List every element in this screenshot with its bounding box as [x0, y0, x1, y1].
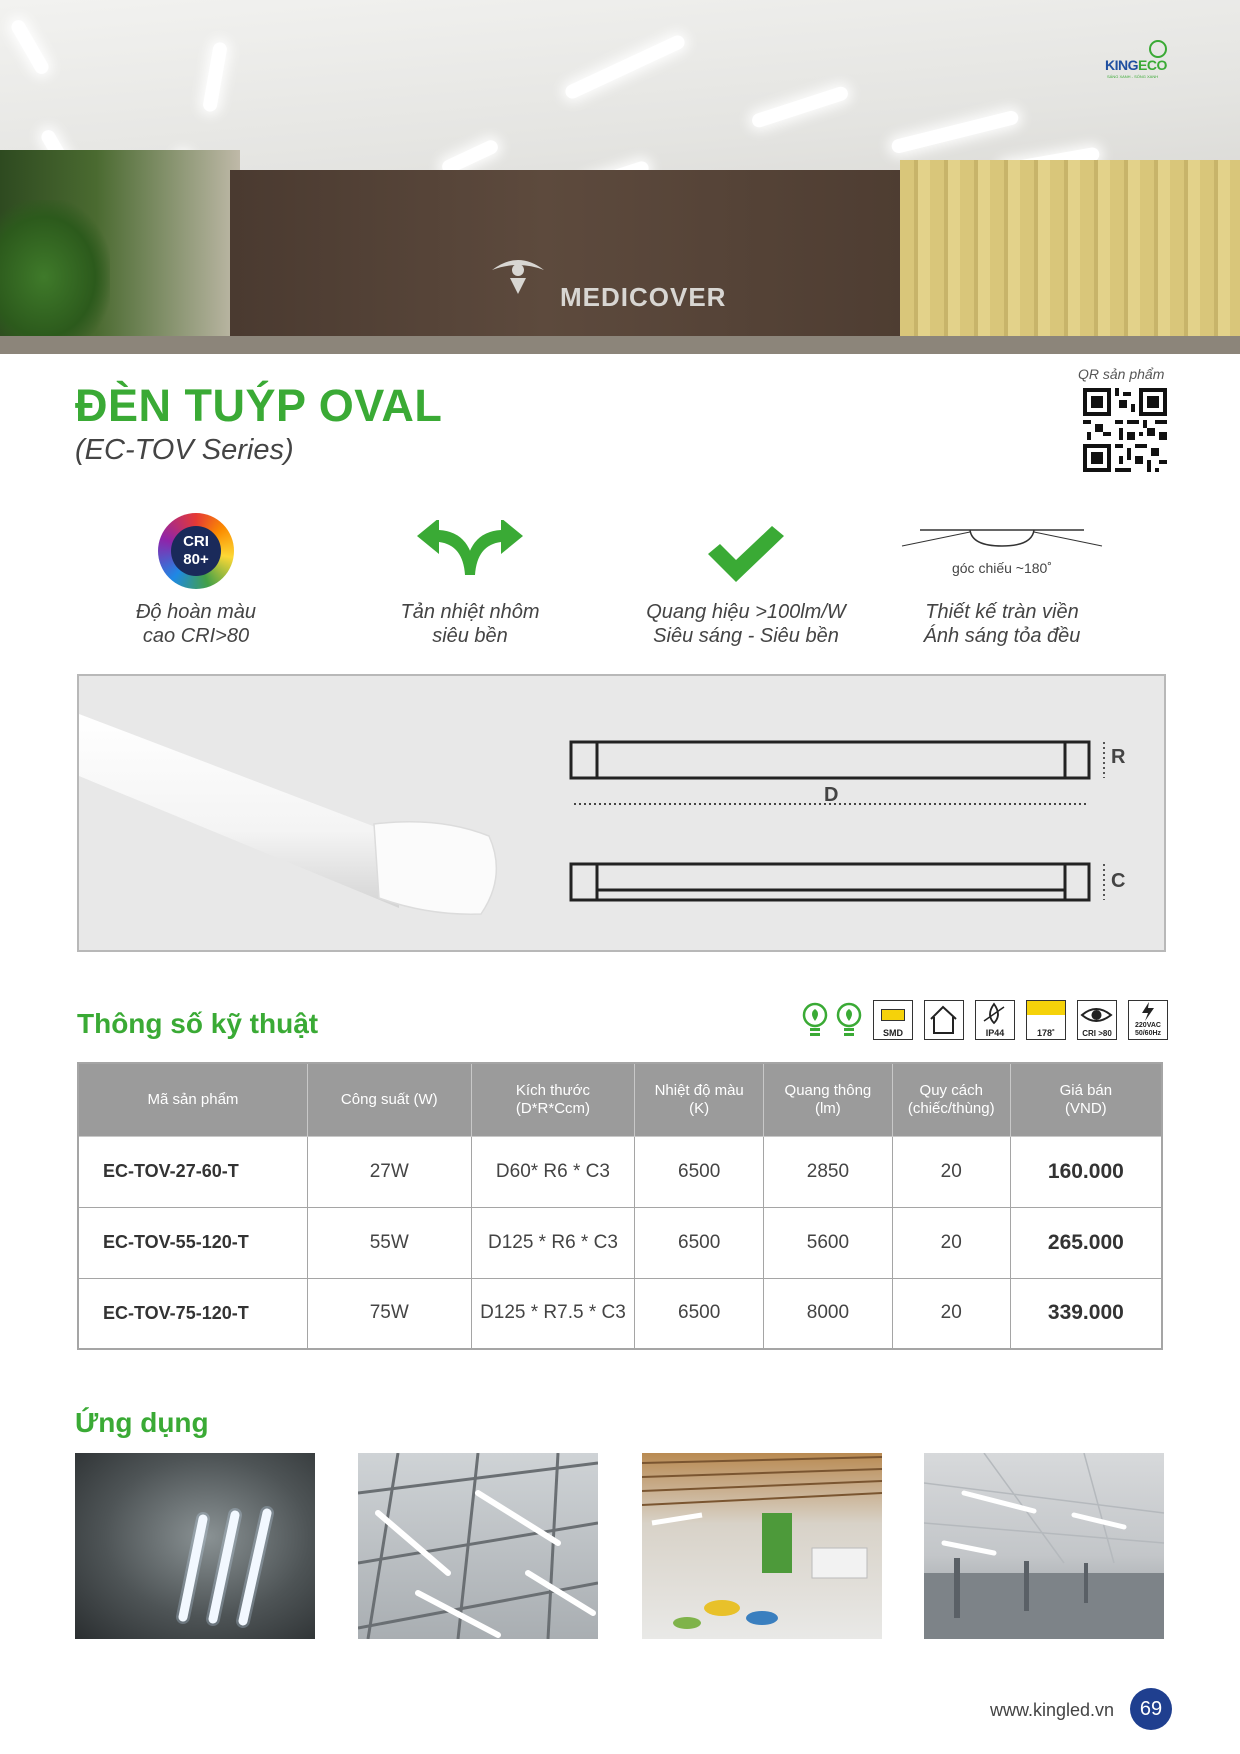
page-subtitle: (EC-TOV Series): [75, 434, 294, 466]
product-drawing: [79, 676, 1166, 952]
bulb-eco-icon: [800, 1002, 830, 1038]
cell-price: 265.000: [1010, 1207, 1162, 1278]
medicover-logo-icon: [488, 248, 548, 298]
feature-label: Siêu sáng - Siêu bền: [653, 625, 839, 647]
kingeco-logo: [1105, 40, 1195, 80]
footer-url[interactable]: www.kingled.vn: [990, 1700, 1115, 1720]
feature-label: Thiết kế tràn viền: [925, 601, 1079, 623]
feature-label: Độ hoàn màu: [135, 601, 257, 623]
cell-temp: 6500: [635, 1207, 764, 1278]
cell-power: 55W: [307, 1207, 471, 1278]
table-row: [78, 1136, 1162, 1207]
feature-label: Quang hiệu >100lm/W: [646, 601, 846, 623]
application-photo-factory: [924, 1453, 1164, 1639]
qr-code-icon[interactable]: [1083, 388, 1167, 472]
dimension-r-label: R: [1111, 746, 1126, 768]
spec-table: [77, 1062, 1163, 1350]
smd-icon: SMD: [873, 1000, 913, 1040]
page-title: ĐÈN TUÝP OVAL: [75, 380, 443, 431]
angle-178-icon: 178˚: [1026, 1000, 1066, 1040]
table-header-row: [78, 1063, 1162, 1136]
application-photo-office: [642, 1453, 882, 1639]
cell-temp: 6500: [635, 1278, 764, 1349]
cell-power: 75W: [307, 1278, 471, 1349]
power-icon: 220VAC 50/60Hz: [1128, 1000, 1168, 1040]
cri-icon: CRI 80+: [158, 513, 234, 589]
logo-tagline: SÁNG XANH - SỐNG XANH: [1107, 74, 1159, 79]
col-header-pack: Quy cách (chiếc/thùng): [892, 1063, 1010, 1136]
beam-angle-icon: [900, 528, 1104, 558]
eye-icon: CRI >80: [1077, 1000, 1117, 1040]
side-view-outline: [571, 864, 1089, 900]
col-header-price: Giá bán (VND): [1010, 1063, 1162, 1136]
hero-brand-text: MEDICOVER: [560, 282, 727, 312]
hero-curtains: [900, 160, 1240, 354]
feature-label: siêu bền: [432, 625, 508, 647]
feature-label: cao CRI>80: [142, 625, 250, 647]
specs-title: Thông số kỹ thuật: [77, 1008, 319, 1039]
cell-pack: 20: [892, 1207, 1010, 1278]
cell-lumen: 8000: [764, 1278, 893, 1349]
cell-price: 339.000: [1010, 1278, 1162, 1349]
cell-size: D125 * R7.5 * C3: [471, 1278, 635, 1349]
house-icon: [924, 1000, 964, 1040]
top-view-outline: [571, 742, 1089, 778]
checkmark-icon: [706, 524, 786, 584]
col-header-power: Công suất (W): [307, 1063, 471, 1136]
cell-power: 27W: [307, 1136, 471, 1207]
col-header-temp: Nhiệt độ màu (K): [635, 1063, 764, 1136]
dimension-d-label: D: [824, 784, 839, 806]
hero-plant: [0, 200, 110, 354]
cell-size: D60* R6 * C3: [471, 1136, 635, 1207]
hero-wall: [230, 170, 930, 354]
ip44-icon: IP44: [975, 1000, 1015, 1040]
qr-label: QR sản phẩm: [1078, 366, 1165, 382]
feature-label: Ánh sáng tỏa đều: [923, 625, 1081, 647]
table-row: [78, 1207, 1162, 1278]
feature-heat-sink: [350, 510, 590, 648]
feature-label: Tản nhiệt nhôm: [400, 601, 540, 623]
col-header-size: Kích thước (D*R*Ccm): [471, 1063, 635, 1136]
col-header-lumen: Quang thông (lm): [764, 1063, 893, 1136]
cell-pack: 20: [892, 1278, 1010, 1349]
beam-angle-label: góc chiếu ~180˚: [951, 560, 1053, 576]
cell-lumen: 2850: [764, 1136, 893, 1207]
table-row: [78, 1278, 1162, 1349]
cell-code: EC-TOV-27-60-T: [78, 1136, 307, 1207]
leaf-logo-icon: [1149, 40, 1167, 58]
cell-size: D125 * R6 * C3: [471, 1207, 635, 1278]
feature-efficiency: [626, 510, 866, 648]
applications-title: Ứng dụng: [75, 1407, 209, 1438]
hero-photo: [0, 0, 1240, 354]
feature-cri: [76, 510, 316, 648]
product-image-box: [77, 674, 1166, 952]
page-number: 69: [1130, 1688, 1172, 1730]
feature-beam-angle: [882, 510, 1122, 648]
logo-text: KINGECO: [1105, 57, 1167, 73]
application-photo-warehouse: [358, 1453, 598, 1639]
hero-floor: [0, 336, 1240, 354]
cell-temp: 6500: [635, 1136, 764, 1207]
application-photo-ceiling: [75, 1453, 315, 1639]
bulb-eco-icon: [834, 1002, 864, 1038]
tube-body: [79, 714, 399, 908]
cell-code: EC-TOV-75-120-T: [78, 1278, 307, 1349]
col-header-code: Mã sản phẩm: [78, 1063, 307, 1136]
tube-endcap: [374, 822, 496, 914]
cell-pack: 20: [892, 1136, 1010, 1207]
cell-lumen: 5600: [764, 1207, 893, 1278]
dimension-c-label: C: [1111, 870, 1126, 892]
arrows-icon: [415, 520, 525, 580]
cell-price: 160.000: [1010, 1136, 1162, 1207]
cell-code: EC-TOV-55-120-T: [78, 1207, 307, 1278]
